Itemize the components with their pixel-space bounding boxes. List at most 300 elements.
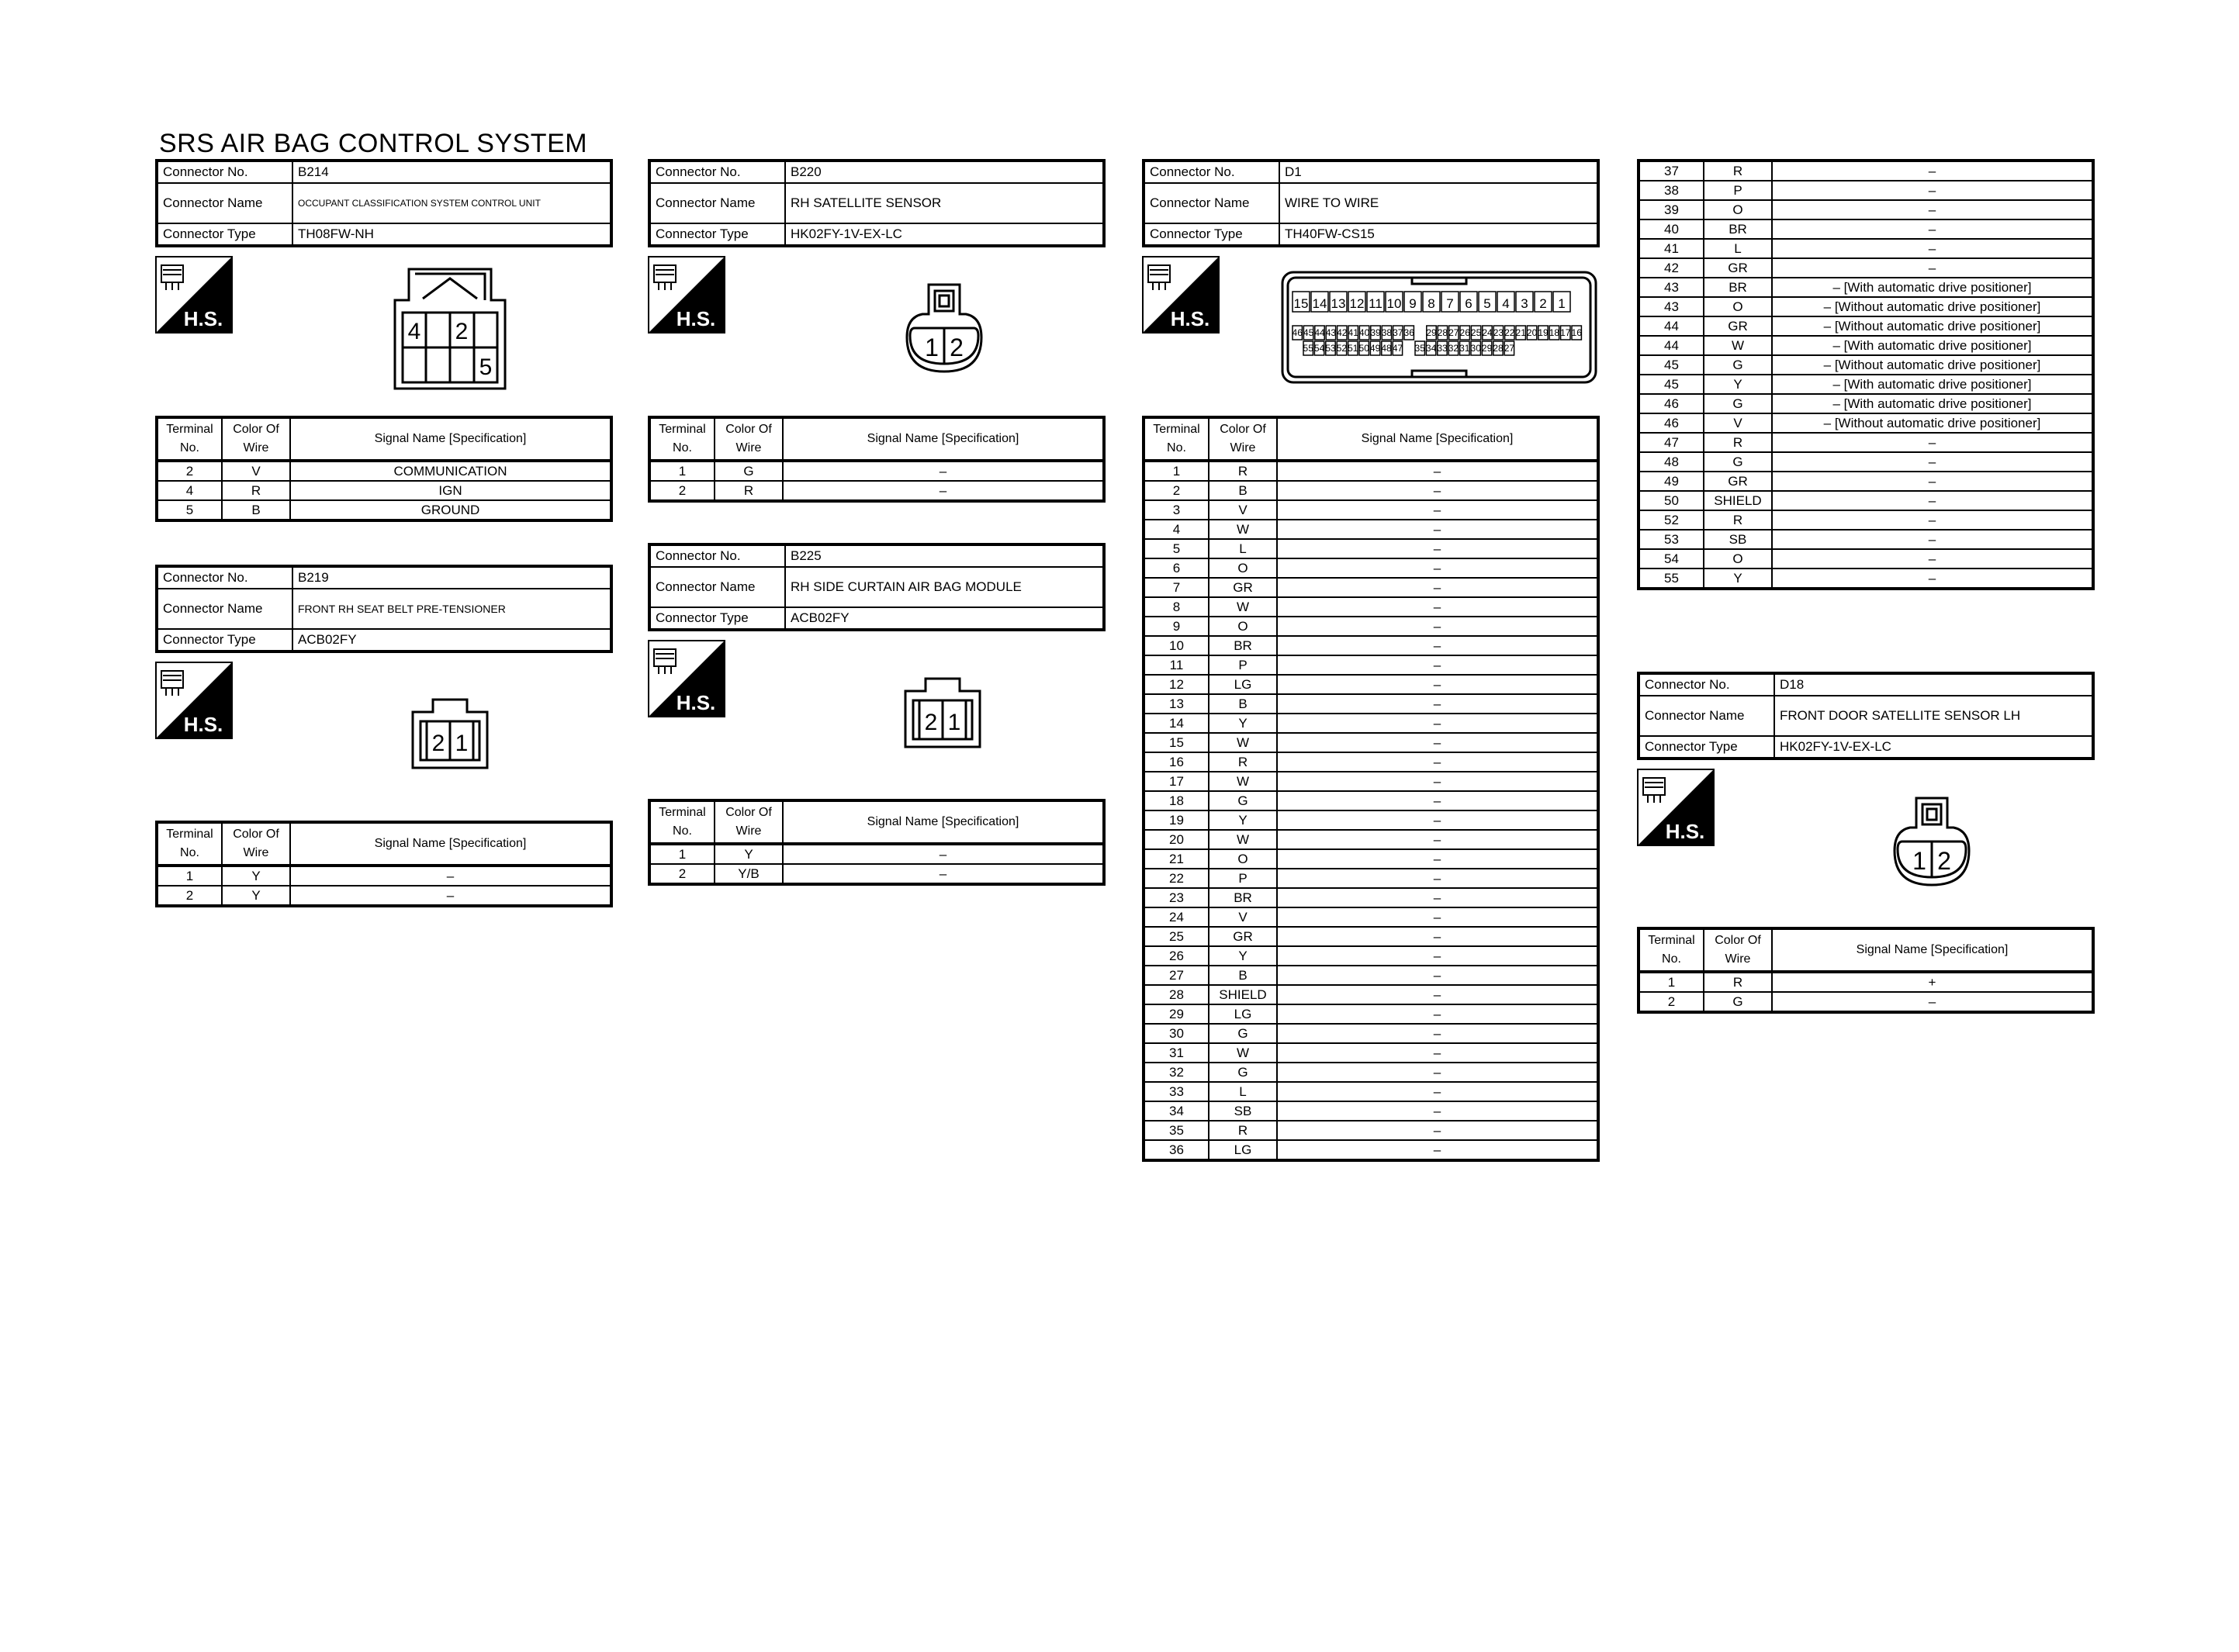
terminal-cell: 48 xyxy=(1639,452,1704,472)
color-cell: R xyxy=(1209,1121,1277,1140)
label-connector-no: Connector No. xyxy=(649,161,785,183)
table-row xyxy=(157,481,611,500)
signal-cell: – xyxy=(1277,1043,1598,1063)
terminal-cell: 53 xyxy=(1639,530,1704,549)
pin-number: 18 xyxy=(1549,327,1560,338)
connector-info-b219 xyxy=(155,565,613,653)
color-cell: O xyxy=(1209,558,1277,578)
color-cell: Y/B xyxy=(715,864,783,884)
col-terminal: Terminal No. xyxy=(649,417,715,461)
connector-info-b225 xyxy=(648,543,1106,631)
pin-number: 4 xyxy=(1502,296,1510,311)
table-row xyxy=(1639,336,2093,355)
color-cell: R xyxy=(1209,752,1277,772)
col-terminal: Terminal No. xyxy=(157,822,222,866)
pin-number: 40 xyxy=(1358,327,1370,338)
table-row xyxy=(1639,472,2093,491)
terminal-cell: 6 xyxy=(1144,558,1209,578)
color-cell: B xyxy=(1209,481,1277,500)
label-connector-name: Connector Name xyxy=(1639,696,1774,736)
label-connector-name: Connector Name xyxy=(157,183,292,223)
table-row xyxy=(1144,1004,1598,1024)
signal-cell: – xyxy=(1772,992,2093,1012)
terminal-cell: 2 xyxy=(1144,481,1209,500)
terminal-cell: 16 xyxy=(1144,752,1209,772)
label-connector-no: Connector No. xyxy=(1144,161,1279,183)
table-row xyxy=(1639,452,2093,472)
signal-cell: – xyxy=(783,844,1104,864)
signal-cell: – xyxy=(1277,772,1598,791)
color-cell: G xyxy=(715,461,783,481)
connector-info-d18 xyxy=(1637,672,2095,760)
table-row xyxy=(1144,617,1598,636)
terminal-cell: 44 xyxy=(1639,336,1704,355)
signal-cell: GROUND xyxy=(290,500,611,520)
color-cell: Y xyxy=(222,866,290,886)
pin-table-d1-continued xyxy=(1637,159,2095,590)
pin-number: 48 xyxy=(1381,343,1392,354)
col-signal: Signal Name [Specification] xyxy=(1772,928,2093,972)
table-row xyxy=(1144,481,1598,500)
color-cell: SHIELD xyxy=(1704,491,1772,510)
pin-number: 19 xyxy=(1538,327,1549,338)
pin-number: 9 xyxy=(1409,296,1417,311)
table-row xyxy=(1639,316,2093,336)
connector-type: HK02FY-1V-EX-LC xyxy=(1774,736,2093,759)
table-row xyxy=(1144,869,1598,888)
svg-text:2: 2 xyxy=(455,319,469,344)
table-row xyxy=(1144,694,1598,714)
pin-number: 54 xyxy=(1313,343,1325,354)
label-connector-type: Connector Type xyxy=(649,223,785,246)
terminal-cell: 49 xyxy=(1639,472,1704,491)
terminal-cell: 13 xyxy=(1144,694,1209,714)
signal-cell: – xyxy=(1277,1024,1598,1043)
pin-table-d1 xyxy=(1142,416,1600,1162)
table-row xyxy=(649,864,1104,884)
label-connector-name: Connector Name xyxy=(1144,183,1279,223)
terminal-cell: 18 xyxy=(1144,791,1209,810)
signal-cell: – xyxy=(1277,888,1598,907)
terminal-cell: 46 xyxy=(1639,394,1704,413)
pin-number: 24 xyxy=(1482,327,1493,338)
terminal-cell: 2 xyxy=(649,481,715,501)
pin-number: 15 xyxy=(1293,296,1309,311)
table-row xyxy=(157,500,611,520)
terminal-cell: 31 xyxy=(1144,1043,1209,1063)
signal-cell: – xyxy=(1277,1063,1598,1082)
color-cell: BR xyxy=(1209,888,1277,907)
signal-cell: – xyxy=(290,886,611,906)
pin-number: 20 xyxy=(1526,327,1538,338)
col-signal: Signal Name [Specification] xyxy=(290,822,611,866)
signal-cell: – xyxy=(1277,1101,1598,1121)
pin-number: 33 xyxy=(1437,343,1448,354)
table-row xyxy=(1639,433,2093,452)
color-cell: G xyxy=(1704,394,1772,413)
signal-cell: – xyxy=(1277,714,1598,733)
connector-no: B225 xyxy=(785,544,1104,567)
pin-number: 17 xyxy=(1560,327,1571,338)
table-row xyxy=(1639,239,2093,258)
table-row xyxy=(1144,810,1598,830)
color-cell: G xyxy=(1209,1063,1277,1082)
terminal-cell: 27 xyxy=(1144,966,1209,985)
signal-cell: – [With automatic drive positioner] xyxy=(1772,278,2093,297)
table-row xyxy=(1144,927,1598,946)
signal-cell: – xyxy=(1277,655,1598,675)
color-cell: R xyxy=(1704,510,1772,530)
signal-cell: – [With automatic drive positioner] xyxy=(1772,375,2093,394)
table-row xyxy=(1144,558,1598,578)
table-row xyxy=(1144,578,1598,597)
signal-cell: – xyxy=(1277,985,1598,1004)
terminal-cell: 1 xyxy=(1144,461,1209,481)
table-row xyxy=(1639,549,2093,569)
terminal-cell: 1 xyxy=(649,844,715,864)
table-row xyxy=(1144,733,1598,752)
connector-face-b220 xyxy=(904,283,985,375)
color-cell: B xyxy=(1209,694,1277,714)
color-cell: R xyxy=(1209,461,1277,481)
signal-cell: – xyxy=(1277,500,1598,520)
svg-text:H.S.: H.S. xyxy=(676,691,716,714)
harness-side-icon xyxy=(648,640,725,717)
terminal-cell: 17 xyxy=(1144,772,1209,791)
signal-cell: – [Without automatic drive positioner] xyxy=(1772,316,2093,336)
color-cell: Y xyxy=(1209,946,1277,966)
signal-cell: – xyxy=(1772,219,2093,239)
signal-cell: – xyxy=(1277,946,1598,966)
color-cell: O xyxy=(1209,617,1277,636)
connector-face-b219 xyxy=(410,698,490,771)
pin-number: 37 xyxy=(1393,327,1403,338)
pin-number: 28 xyxy=(1493,343,1504,354)
color-cell: P xyxy=(1209,869,1277,888)
pin-number: 28 xyxy=(1437,327,1448,338)
table-row xyxy=(1639,992,2093,1012)
signal-cell: – [Without automatic drive positioner] xyxy=(1772,297,2093,316)
connector-no: B220 xyxy=(785,161,1104,183)
terminal-cell: 40 xyxy=(1639,219,1704,239)
signal-cell: – xyxy=(1277,461,1598,481)
color-cell: W xyxy=(1209,520,1277,539)
table-row xyxy=(649,461,1104,481)
signal-cell: – xyxy=(1277,1140,1598,1160)
pin-number: 38 xyxy=(1381,327,1393,338)
pin-table-b220 xyxy=(648,416,1106,503)
pin-number: 44 xyxy=(1314,327,1325,338)
color-cell: Y xyxy=(1209,714,1277,733)
color-cell: G xyxy=(1704,355,1772,375)
label-connector-no: Connector No. xyxy=(157,161,292,183)
terminal-cell: 41 xyxy=(1639,239,1704,258)
color-cell: L xyxy=(1704,239,1772,258)
col-color: Color Of Wire xyxy=(1209,417,1277,461)
connector-no: B214 xyxy=(292,161,611,183)
terminal-cell: 35 xyxy=(1144,1121,1209,1140)
table-row xyxy=(1639,375,2093,394)
table-row xyxy=(1144,520,1598,539)
pin-number: 36 xyxy=(1403,327,1414,338)
table-row xyxy=(1144,907,1598,927)
pin-number: 11 xyxy=(1369,296,1383,311)
label-connector-type: Connector Type xyxy=(649,607,785,630)
col-signal: Signal Name [Specification] xyxy=(783,800,1104,844)
pin-number: 30 xyxy=(1470,343,1481,354)
table-row xyxy=(1144,849,1598,869)
label-connector-name: Connector Name xyxy=(157,589,292,629)
connector-name: RH SIDE CURTAIN AIR BAG MODULE xyxy=(785,567,1104,607)
pin-number: 35 xyxy=(1414,343,1425,354)
table-row xyxy=(1144,675,1598,694)
terminal-cell: 1 xyxy=(157,866,222,886)
terminal-cell: 50 xyxy=(1639,491,1704,510)
color-cell: W xyxy=(1704,336,1772,355)
pin-number: 46 xyxy=(1292,327,1303,338)
svg-text:4: 4 xyxy=(407,319,421,344)
signal-cell: – xyxy=(1772,181,2093,200)
terminal-cell: 42 xyxy=(1639,258,1704,278)
connector-name: FRONT RH SEAT BELT PRE-TENSIONER xyxy=(292,589,611,629)
pin-number: 32 xyxy=(1448,343,1459,354)
color-cell: P xyxy=(1704,181,1772,200)
signal-cell: – xyxy=(1277,597,1598,617)
label-connector-type: Connector Type xyxy=(1144,223,1279,246)
pin-number: 55 xyxy=(1303,343,1313,354)
pin-number: 14 xyxy=(1312,296,1327,311)
pin-number: 41 xyxy=(1348,327,1358,338)
signal-cell: – xyxy=(1772,200,2093,219)
signal-cell: – xyxy=(1277,578,1598,597)
signal-cell: – [Without automatic drive positioner] xyxy=(1772,413,2093,433)
signal-cell: COMMUNICATION xyxy=(290,461,611,481)
connector-name: WIRE TO WIRE xyxy=(1279,183,1598,223)
terminal-cell: 25 xyxy=(1144,927,1209,946)
pin-number: 3 xyxy=(1521,296,1528,311)
table-row xyxy=(1144,752,1598,772)
connector-no: D18 xyxy=(1774,673,2093,696)
table-row xyxy=(649,481,1104,501)
connector-type: HK02FY-1V-EX-LC xyxy=(785,223,1104,246)
color-cell: V xyxy=(1209,500,1277,520)
table-row xyxy=(1639,219,2093,239)
color-cell: W xyxy=(1209,772,1277,791)
table-row xyxy=(1639,355,2093,375)
pin-table-b214 xyxy=(155,416,613,522)
color-cell: Y xyxy=(222,886,290,906)
svg-text:5: 5 xyxy=(479,354,493,380)
signal-cell: – xyxy=(1772,569,2093,589)
table-row xyxy=(1639,200,2093,219)
signal-cell: + xyxy=(1772,972,2093,992)
signal-cell: – xyxy=(1277,966,1598,985)
table-row xyxy=(1639,394,2093,413)
pin-number: 52 xyxy=(1336,343,1348,354)
harness-side-icon xyxy=(155,256,233,334)
col-terminal: Terminal No. xyxy=(649,800,715,844)
pin-number: 50 xyxy=(1358,343,1369,354)
pin-number: 5 xyxy=(1483,296,1491,311)
pin-table-b225 xyxy=(648,799,1106,886)
terminal-cell: 46 xyxy=(1639,413,1704,433)
color-cell: R xyxy=(1704,972,1772,992)
svg-text:1: 1 xyxy=(1912,847,1926,875)
signal-cell: – xyxy=(1277,733,1598,752)
table-row xyxy=(1639,181,2093,200)
signal-cell: – xyxy=(1277,791,1598,810)
table-row xyxy=(1144,636,1598,655)
col-color: Color Of Wire xyxy=(715,800,783,844)
table-row xyxy=(1144,966,1598,985)
terminal-cell: 38 xyxy=(1639,181,1704,200)
col-color: Color Of Wire xyxy=(715,417,783,461)
table-row xyxy=(1639,413,2093,433)
signal-cell: – xyxy=(1277,830,1598,849)
table-row xyxy=(1144,539,1598,558)
terminal-cell: 44 xyxy=(1639,316,1704,336)
terminal-cell: 8 xyxy=(1144,597,1209,617)
pin-number: 16 xyxy=(1571,327,1582,338)
signal-cell: – xyxy=(1772,161,2093,181)
terminal-cell: 2 xyxy=(157,886,222,906)
signal-cell: – xyxy=(1277,539,1598,558)
color-cell: GR xyxy=(1704,316,1772,336)
color-cell: Y xyxy=(715,844,783,864)
table-row xyxy=(1144,1140,1598,1160)
color-cell: BR xyxy=(1209,636,1277,655)
terminal-cell: 3 xyxy=(1144,500,1209,520)
table-row xyxy=(157,866,611,886)
terminal-cell: 14 xyxy=(1144,714,1209,733)
table-row xyxy=(1144,946,1598,966)
svg-text:2: 2 xyxy=(1937,847,1951,875)
color-cell: O xyxy=(1704,200,1772,219)
color-cell: Y xyxy=(1209,810,1277,830)
signal-cell: – xyxy=(1277,675,1598,694)
col-signal: Signal Name [Specification] xyxy=(290,417,611,461)
color-cell: B xyxy=(1209,966,1277,985)
color-cell: SHIELD xyxy=(1209,985,1277,1004)
signal-cell: – xyxy=(1772,239,2093,258)
label-connector-type: Connector Type xyxy=(157,223,292,246)
color-cell: R xyxy=(1704,433,1772,452)
color-cell: O xyxy=(1704,549,1772,569)
color-cell: LG xyxy=(1209,1004,1277,1024)
connector-name: RH SATELLITE SENSOR xyxy=(785,183,1104,223)
connector-type: ACB02FY xyxy=(785,607,1104,630)
table-row xyxy=(1639,569,2093,589)
signal-cell: – xyxy=(783,481,1104,501)
terminal-cell: 2 xyxy=(1639,992,1704,1012)
color-cell: G xyxy=(1704,992,1772,1012)
label-connector-type: Connector Type xyxy=(157,629,292,651)
terminal-cell: 26 xyxy=(1144,946,1209,966)
signal-cell: – xyxy=(783,461,1104,481)
pin-table-d18 xyxy=(1637,927,2095,1014)
pin-number: 1 xyxy=(1558,296,1566,311)
pin-number: 42 xyxy=(1337,327,1348,338)
svg-text:H.S.: H.S. xyxy=(1665,820,1705,843)
signal-cell: – xyxy=(1277,617,1598,636)
table-row xyxy=(1144,1082,1598,1101)
svg-text:H.S.: H.S. xyxy=(183,307,223,330)
color-cell: GR xyxy=(1704,258,1772,278)
signal-cell: – xyxy=(1277,520,1598,539)
terminal-cell: 29 xyxy=(1144,1004,1209,1024)
pin-number: 47 xyxy=(1392,343,1403,354)
harness-side-icon xyxy=(1637,769,1715,846)
table-row xyxy=(1639,278,2093,297)
connector-face-b214 xyxy=(392,268,508,392)
terminal-cell: 1 xyxy=(649,461,715,481)
signal-cell: – xyxy=(1772,472,2093,491)
terminal-cell: 47 xyxy=(1639,433,1704,452)
pin-number: 29 xyxy=(1426,327,1437,338)
terminal-cell: 12 xyxy=(1144,675,1209,694)
color-cell: BR xyxy=(1704,219,1772,239)
connector-info-b214 xyxy=(155,159,613,247)
pin-number: 27 xyxy=(1448,327,1459,338)
color-cell: B xyxy=(222,500,290,520)
pin-number: 29 xyxy=(1481,343,1493,354)
pin-number: 26 xyxy=(1459,327,1470,338)
harness-side-icon xyxy=(155,662,233,739)
signal-cell: – xyxy=(1277,481,1598,500)
terminal-cell: 2 xyxy=(649,864,715,884)
terminal-cell: 34 xyxy=(1144,1101,1209,1121)
color-cell: W xyxy=(1209,1043,1277,1063)
signal-cell: – xyxy=(1772,491,2093,510)
connector-name: OCCUPANT CLASSIFICATION SYSTEM CONTROL UNIT xyxy=(292,183,611,223)
signal-cell: – xyxy=(1277,907,1598,927)
connector-type: TH08FW-NH xyxy=(292,223,611,246)
signal-cell: – xyxy=(1277,810,1598,830)
signal-cell: – xyxy=(1772,452,2093,472)
table-row xyxy=(1144,1121,1598,1140)
pin-number: 27 xyxy=(1504,343,1515,354)
terminal-cell: 45 xyxy=(1639,375,1704,394)
signal-cell: – xyxy=(1772,530,2093,549)
page-title: SRS AIR BAG CONTROL SYSTEM xyxy=(159,129,588,158)
pin-number: 45 xyxy=(1303,327,1314,338)
svg-text:H.S.: H.S. xyxy=(676,307,716,330)
terminal-cell: 19 xyxy=(1144,810,1209,830)
terminal-cell: 5 xyxy=(157,500,222,520)
color-cell: LG xyxy=(1209,1140,1277,1160)
signal-cell: – [Without automatic drive positioner] xyxy=(1772,355,2093,375)
table-row xyxy=(1144,597,1598,617)
terminal-cell: 15 xyxy=(1144,733,1209,752)
color-cell: V xyxy=(1704,413,1772,433)
col-terminal: Terminal No. xyxy=(1144,417,1209,461)
label-connector-no: Connector No. xyxy=(1639,673,1774,696)
terminal-cell: 9 xyxy=(1144,617,1209,636)
color-cell: W xyxy=(1209,830,1277,849)
terminal-cell: 22 xyxy=(1144,869,1209,888)
col-color: Color Of Wire xyxy=(1704,928,1772,972)
connector-type: TH40FW-CS15 xyxy=(1279,223,1598,246)
connector-face-b225 xyxy=(902,677,983,750)
svg-text:1: 1 xyxy=(455,731,469,756)
color-cell: R xyxy=(1704,161,1772,181)
pin-number: 39 xyxy=(1370,327,1381,338)
svg-text:1: 1 xyxy=(925,334,939,361)
terminal-cell: 11 xyxy=(1144,655,1209,675)
terminal-cell: 10 xyxy=(1144,636,1209,655)
signal-cell: – [With automatic drive positioner] xyxy=(1772,394,2093,413)
connector-face-d1 xyxy=(1280,270,1598,385)
